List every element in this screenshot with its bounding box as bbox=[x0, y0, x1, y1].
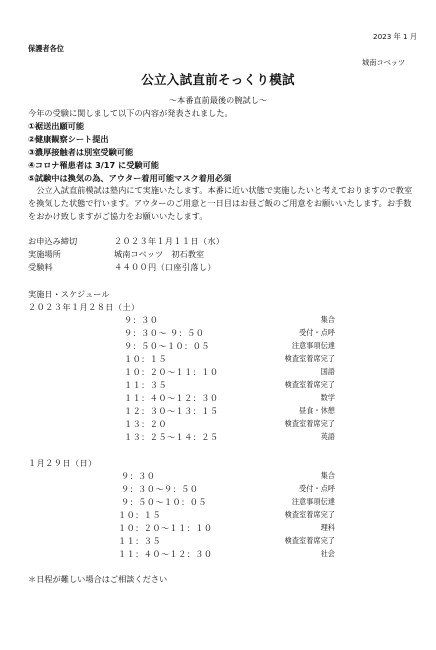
recipient-line: 保護者各位 bbox=[28, 44, 64, 53]
day1-activity: 検査室着席完了 bbox=[284, 380, 335, 389]
schedule-heading: 実施日・スケジュール bbox=[28, 289, 110, 299]
day1-time: １３：２５～１４：２５ bbox=[124, 432, 219, 442]
day2-time: １１：４０～１２：３０ bbox=[118, 549, 213, 559]
day2-time: ９：３０～９：５０ bbox=[121, 484, 199, 494]
info-value-fee: ４４００円（口座引落し） bbox=[114, 262, 216, 272]
day1-time: ９：３０ bbox=[124, 315, 159, 325]
day1-time: ９：３０～ ９：５０ bbox=[124, 328, 205, 338]
day1-time: １１：４０～１２：３０ bbox=[124, 393, 219, 403]
day2-activity: 注意事項伝達 bbox=[291, 497, 335, 506]
announcement-item: ④コロナ罹患者は 3/17 に受験可能 bbox=[28, 160, 159, 170]
day1-time: １３：２０ bbox=[124, 419, 167, 429]
info-label-fee: 受験料 bbox=[28, 262, 53, 272]
document-date: 2023 年 1 月 bbox=[373, 32, 418, 41]
day1-time: １１：３５ bbox=[124, 380, 167, 390]
announcement-item: ①裾送出願可能 bbox=[28, 121, 85, 131]
intro-text: 今年の受験に関しまして以下の内容が発表されました。 bbox=[28, 108, 233, 118]
sender-line: 城南コベッツ bbox=[362, 58, 406, 67]
day1-activity: 注意事項伝達 bbox=[291, 341, 335, 350]
day2-time: １０：２０～１１：１０ bbox=[118, 523, 213, 533]
announcement-item: ⑤試験中は換気の為、アウター着用可能マスク着用必須 bbox=[28, 173, 232, 183]
info-value-deadline: ２０２３年１月１１日（水） bbox=[114, 236, 225, 246]
body-paragraph: 公立入試直前模試は塾内にて実施いたします。本番に近い状態で実施したいと考えておりますので教室を換気した状態で行います。アウターのご用意と一日目はお昼ご飯のご用意をお願いいたします。お手数をおかけ致しますがご協力をお願いいたします。 bbox=[28, 185, 413, 222]
day2-time: １０：１５ bbox=[118, 510, 161, 520]
day1-activity: 受付・点呼 bbox=[299, 328, 335, 337]
page-title: 公立入試直前そっくり模試 bbox=[141, 72, 295, 87]
page-subtitle: ～本番直前最後の腕試し～ bbox=[168, 95, 268, 105]
announcement-item: ②健康観察シート提出 bbox=[28, 134, 109, 144]
day2-activity: 集合 bbox=[320, 471, 335, 480]
info-label-deadline: お申込み締切 bbox=[28, 236, 78, 246]
day2-time: １１：３５ bbox=[118, 536, 161, 546]
day2-activity: 社会 bbox=[320, 549, 335, 558]
info-label-venue: 実施場所 bbox=[28, 249, 61, 259]
day1-activity: 集合 bbox=[320, 315, 335, 324]
day2-activity: 理科 bbox=[320, 523, 335, 532]
day1-activity: 昼食・休憩 bbox=[299, 406, 335, 415]
announcement-item: ③濃厚接触者は別室受験可能 bbox=[28, 147, 134, 157]
day1-time: １０：２０～１１：１０ bbox=[124, 367, 219, 377]
info-value-venue: 城南コベッツ 初石教室 bbox=[114, 249, 205, 259]
day1-activity: 国語 bbox=[320, 367, 335, 376]
day2-time: ９：３０ bbox=[121, 471, 156, 481]
day2-activity: 検査室着席完了 bbox=[284, 536, 335, 545]
day1-time: １０：１５ bbox=[124, 354, 167, 364]
day1-time: １２：３０～１３：１５ bbox=[124, 406, 219, 416]
day1-activity: 検査室着席完了 bbox=[284, 419, 335, 428]
day1-activity: 検査室着席完了 bbox=[284, 354, 335, 363]
day2-activity: 受付・点呼 bbox=[299, 484, 335, 493]
day1-activity: 数学 bbox=[320, 393, 335, 402]
day2-activity: 検査室着席完了 bbox=[284, 510, 335, 519]
footer-note: ＊日程が難しい場合はご相談ください bbox=[28, 574, 168, 584]
day2-time: ９：５０～１０：０５ bbox=[121, 497, 207, 507]
day2-date: １月２９日（日） bbox=[28, 458, 97, 468]
day1-date: ２０２３年１月２８日（土） bbox=[28, 302, 140, 312]
day1-time: ９：５０～１０：０５ bbox=[124, 341, 210, 351]
day1-activity: 英語 bbox=[320, 432, 335, 441]
